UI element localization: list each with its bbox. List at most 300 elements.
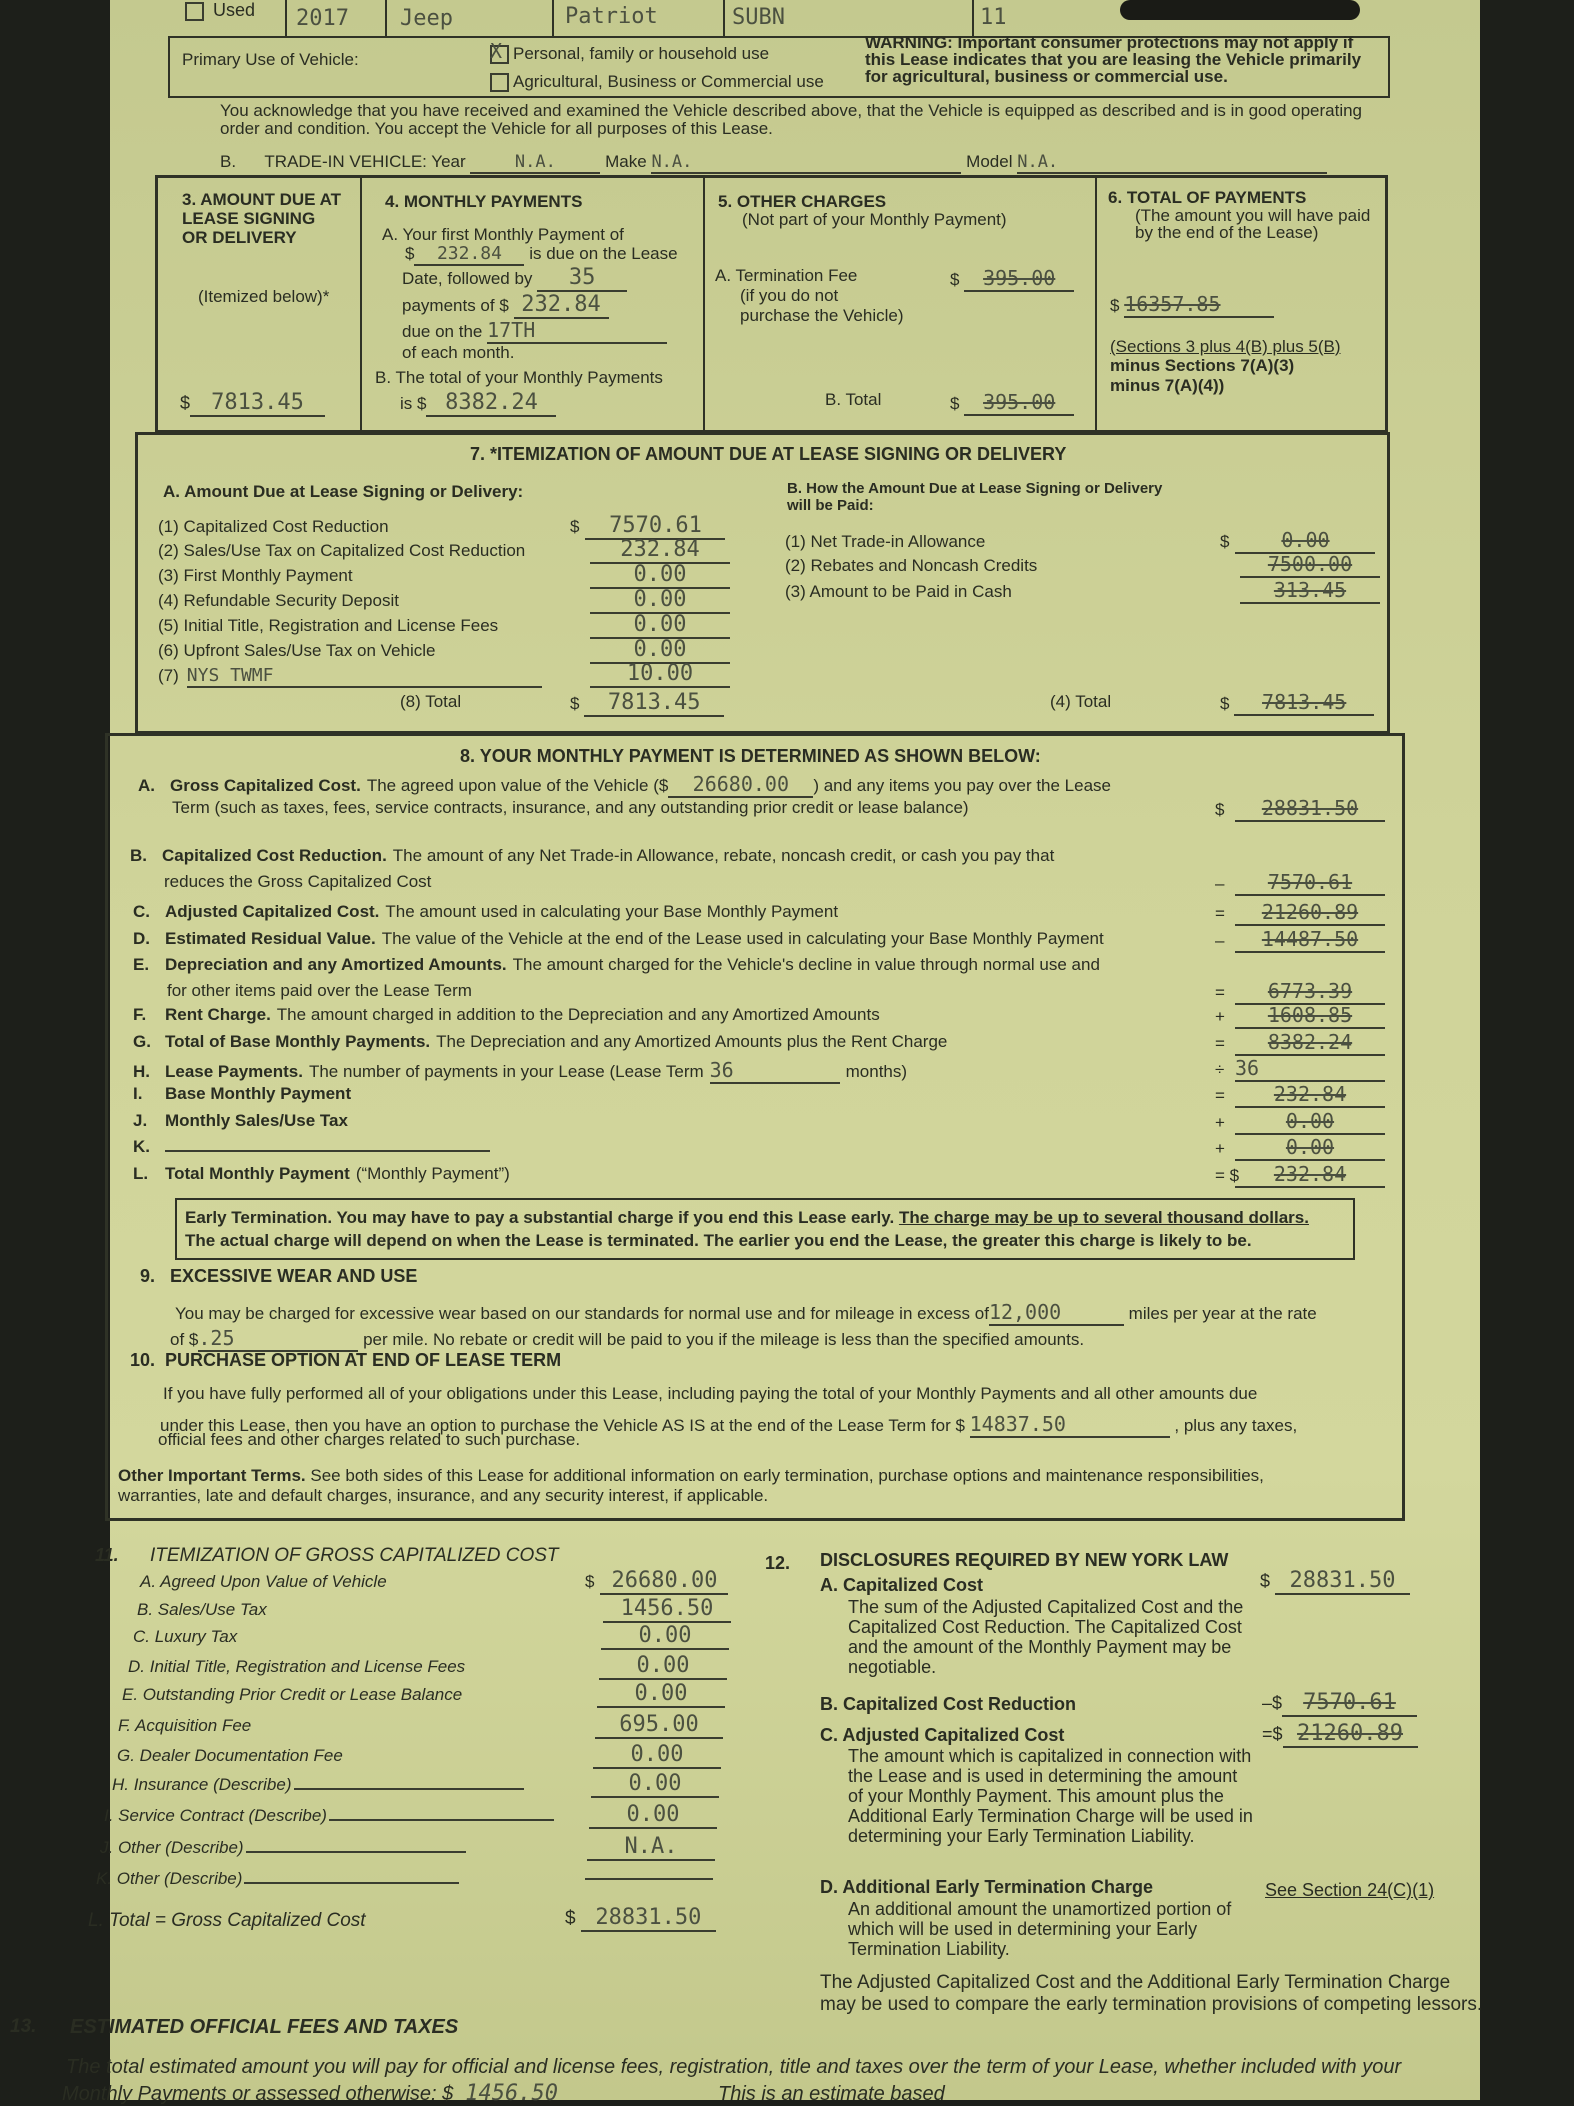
used-checkbox: [185, 2, 204, 21]
sec8-op-d: –: [1215, 931, 1225, 950]
sec5-total: 395.00: [964, 390, 1074, 416]
sec11-item-value: 0.00: [599, 1653, 727, 1680]
sec7-a-item-value: 232.84: [590, 537, 730, 564]
purchase-option-price: 14837.50: [970, 1412, 1170, 1438]
dollar-sign: $: [1220, 532, 1230, 551]
sec12-a-field: $ 28831.50: [1260, 1568, 1410, 1595]
divider: [1095, 175, 1097, 433]
sec11-item-label: A. Agreed Upon Value of Vehicle: [140, 1572, 387, 1591]
sec7-b-total-field: $ 7813.45: [1220, 690, 1374, 716]
sec11-item: [137, 1600, 267, 1620]
sec8-text-d: The value of the Vehicle at the end of the Lease used in calculating your Base Monthly Payment: [381, 929, 1104, 948]
sec11-item-label: C. Luxury Tax: [133, 1627, 238, 1646]
sec11-value-field: [575, 1712, 723, 1739]
sec8-line-b-2: [164, 872, 431, 892]
sec8-bold-e: Depreciation and any Amortized Amounts.: [165, 955, 507, 974]
sec7-a-item: [158, 517, 389, 537]
sec8-line-e: [133, 955, 1100, 975]
sec7-a-item: [158, 641, 436, 661]
sec12-a-text: The sum of the Adjusted Capitalized Cost and the Capitalized Cost Reduction. The Capitalized Cost and the amount of the Monthly Payment may be negotiable.: [848, 1597, 1244, 1677]
sec12-d-title: D. Additional Early Termination Charge: [820, 1877, 1154, 1897]
sec8-bold-a: Gross Capitalized Cost.: [170, 776, 361, 795]
sec4-a3-text: Date, followed by: [402, 269, 533, 288]
describe-blank: [329, 1819, 554, 1821]
sec11-total-label: L. Total = Gross Capitalized Cost: [88, 1910, 366, 1931]
sec5-subtitle: (Not part of your Monthly Payment): [742, 210, 1007, 229]
sec8-op-l: = $: [1215, 1166, 1240, 1185]
sec3-dollar: [180, 390, 325, 417]
sec7-b-item-label: (3) Amount to be Paid in Cash: [785, 582, 1012, 601]
sec8-text-l: (“Monthly Payment”): [355, 1164, 510, 1183]
sec9-title: EXCESSIVE WEAR AND USE: [170, 1266, 418, 1286]
sec8-text-e: The amount charged for the Vehicle's decline in value through normal use and: [512, 955, 1100, 974]
sec11-item-value: 0.00: [597, 1681, 725, 1708]
vehicle-body: SUBN: [732, 5, 785, 30]
sec11-value-field: [581, 1623, 729, 1650]
sec8-value-d: 14487.50: [1235, 927, 1385, 953]
sec11-item-value: 0.00: [601, 1623, 729, 1650]
sec4-b2-text: is $: [400, 394, 427, 413]
vehicle-other: 11: [980, 5, 1007, 30]
first-payment-amount: 232.84: [414, 243, 524, 266]
sec13-text-3: This is an estimate based: [718, 2083, 945, 2105]
sec11-item-label: E. Outstanding Prior Credit or Lease Balance: [122, 1685, 463, 1704]
sec7-b-item-label: (2) Rebates and Noncash Credits: [785, 556, 1038, 575]
early-termination-warning-2: The actual charge will depend on when the Lease is terminated. The earlier you end the Lease, the greater this charge is likely to be.: [185, 1231, 1252, 1250]
sec8-line-c: [133, 902, 838, 922]
sec8-value-field-l: [1215, 1162, 1385, 1188]
sec7-a-value-field: [570, 537, 730, 564]
sec8-line-j: [133, 1111, 354, 1131]
trade-in-year: N.A.: [470, 152, 600, 174]
business-use-checkbox[interactable]: [490, 73, 509, 92]
sec8-op-k: +: [1215, 1139, 1225, 1158]
divider: [552, 0, 554, 38]
divider: [285, 0, 287, 38]
sec8-value-a: 28831.50: [1235, 796, 1385, 822]
sec7-b-item: [785, 556, 1037, 576]
sec4-a6-text: of each month.: [402, 343, 515, 362]
sec7-a-item-value: 0.00: [590, 612, 730, 639]
sec4-title: 4. MONTHLY PAYMENTS: [385, 192, 583, 211]
dollar-sign: $: [1215, 800, 1225, 819]
sec4-line-b2: [400, 390, 556, 417]
total-of-payments: 16357.85: [1124, 292, 1274, 318]
trade-in-row: [220, 152, 1327, 174]
sec8-letter-f: F.: [133, 1005, 147, 1024]
sec3-amount: 7813.45: [190, 390, 325, 417]
sec11-item-value: N.A.: [587, 1834, 715, 1861]
sec8-op-g: =: [1215, 1034, 1225, 1053]
personal-use-label: Personal, family or household use: [513, 44, 770, 63]
sec8-text-a-2: Term (such as taxes, fees, service contracts, insurance, and any outstanding prior credit or lease balance): [172, 798, 969, 817]
sec12-b-title: B. Capitalized Cost Reduction: [820, 1694, 1077, 1714]
sec12-c-op: =$: [1262, 1724, 1283, 1744]
sec13-text-2: Monthly Payments or assessed otherwise: $: [62, 2083, 454, 2105]
sec8-value-field-k: [1215, 1135, 1385, 1161]
sec8-value-field-a: [1215, 796, 1385, 822]
describe-blank: [294, 1788, 524, 1790]
sec7-a-item: [158, 591, 399, 611]
sec11-value-field: [567, 1834, 715, 1861]
sec4-line-a5: [402, 318, 667, 344]
sec8-line-e-2: [167, 981, 472, 1001]
sec10-text-1: If you have fully performed all of your obligations under this Lease, including paying the total of your Monthly Payments and all other amounts due: [163, 1384, 1258, 1403]
sec6-amount-field: $ 16357.85: [1110, 292, 1274, 318]
sec7-b-title: B. How the Amount Due at Lease Signing or Delivery will be Paid:: [787, 480, 1163, 514]
sec8-letter-b: B.: [130, 846, 147, 865]
sec12-b-value: 7570.61: [1282, 1690, 1417, 1717]
sec13-number: 13.: [10, 2016, 37, 2037]
sec11-item: [140, 1572, 387, 1592]
sec7-b-item-label: (1) Net Trade-in Allowance: [785, 532, 986, 551]
payment-count: 35: [537, 265, 627, 292]
sec13-line-2: [62, 2081, 945, 2106]
sec7-b-item-value: 7500.00: [1240, 552, 1380, 578]
sec8-line-g: [133, 1032, 947, 1052]
sec8-text-a2: ) and any items you pay over the Lease: [813, 776, 1112, 795]
sec8-value-c: 21260.89: [1235, 900, 1385, 926]
sec4-a1-text: A. Your first Monthly Payment of: [382, 225, 624, 244]
vehicle-year: 2017: [296, 6, 349, 31]
sec8-text-b: The amount of any Net Trade-in Allowance, rebate, noncash credit, or cash you pay that: [392, 846, 1055, 865]
sec6-formula-3: minus 7(A)(4)): [1110, 376, 1225, 395]
sec7-a-value-field: [570, 587, 730, 614]
sec8-letter-a: A.: [138, 776, 155, 795]
other-terms-title: Other Important Terms.: [118, 1466, 306, 1485]
describe-blank: [244, 1882, 459, 1884]
sec12-c-title: C. Adjusted Capitalized Cost: [820, 1725, 1065, 1745]
sec6-title: 6. TOTAL OF PAYMENTS: [1108, 188, 1307, 207]
sec7-b-total: 7813.45: [1234, 690, 1374, 716]
sec10-text-2: under this Lease, then you have an option to purchase the Vehicle AS IS at the end of the Lease Term for $: [160, 1416, 965, 1435]
sec8-value-e: 6773.39: [1235, 979, 1385, 1005]
sec8-op-f: +: [1215, 1007, 1225, 1026]
sec8-line-l: [133, 1164, 510, 1184]
sec7-a-total-label: (8) Total: [400, 692, 462, 711]
sec8-value-l: 232.84: [1235, 1162, 1385, 1188]
sec8-text-h: The number of payments in your Lease (Lease Term: [308, 1062, 704, 1081]
sec8-bold-b: Capitalized Cost Reduction.: [162, 846, 387, 865]
payment-amount: 232.84: [514, 292, 609, 319]
personal-use-checkbox[interactable]: [490, 39, 509, 64]
sec8-text-b-2: reduces the Gross Capitalized Cost: [164, 872, 432, 891]
sec8-line-a: [138, 772, 1111, 798]
sec11-title: ITEMIZATION OF GROSS CAPITALIZED COST: [150, 1545, 559, 1566]
sec8-op-h: ÷: [1215, 1060, 1225, 1079]
sec12-a-title: A. Capitalized Cost: [820, 1575, 984, 1595]
lease-term: 36: [710, 1058, 840, 1084]
sec9-line-1: [175, 1300, 1317, 1326]
sec8-letter-c: C.: [133, 902, 150, 921]
sec11-value-field: [577, 1681, 725, 1708]
sec11-total-field: $ 28831.50: [565, 1905, 716, 1932]
sec12-c-text: The amount which is capitalized in connection with the Lease and is used in determining the amount of your Monthly Payment. This amount plus the Additional Early Termination Charge will be used in determining your Early Termination Liability.: [848, 1746, 1253, 1846]
sec7-a-value-field: [570, 562, 730, 589]
sec8-letter-e: E.: [133, 955, 150, 974]
personal-use-option[interactable]: [490, 39, 770, 64]
sec11-item-label: H. Insurance (Describe): [112, 1775, 292, 1794]
sec7-a-item-label: (6) Upfront Sales/Use Tax on Vehicle: [158, 641, 436, 660]
sec11-item-value: 0.00: [589, 1802, 717, 1829]
sec8-text-e-2: for other items paid over the Lease Term: [167, 981, 472, 1000]
sec4-a2-text: is due on the Lease: [529, 244, 678, 263]
sec11-item-label: D. Initial Title, Registration and License Fees: [128, 1657, 466, 1676]
sec4-a4-text: payments of $: [402, 296, 509, 315]
sec11-value-field: [571, 1771, 719, 1798]
vehicle-model: Patriot: [565, 4, 658, 29]
sec8-op-j: +: [1215, 1113, 1225, 1132]
termination-fee: 395.00: [964, 266, 1074, 292]
excess-mileage-rate: .25: [198, 1326, 358, 1352]
sec9-text-2: miles per year at the rate: [1128, 1304, 1317, 1323]
checkbox-mark: X: [490, 39, 503, 64]
business-use-option[interactable]: [490, 72, 824, 92]
sec11-item-label: I. Service Contract (Describe): [104, 1806, 327, 1825]
sec8-bold-h: Lease Payments.: [165, 1062, 303, 1081]
sec13-text: The total estimated amount you will pay for official and license fees, registration, title and taxes over the term of your Lease, whether included with your: [66, 2056, 1402, 2078]
sec9-text-4: per mile. No rebate or credit will be paid to you if the mileage is less than the specified amounts.: [363, 1330, 1085, 1349]
sec12-b-op: –$: [1262, 1693, 1283, 1713]
sec13-amount: 1456.50: [465, 2081, 559, 2106]
sec7-b-item-value: 313.45: [1240, 578, 1380, 604]
sec11-item: [128, 1657, 465, 1677]
sec11-item-value: 26680.00: [600, 1568, 728, 1595]
sec13-title: ESTIMATED OFFICIAL FEES AND TAXES: [70, 2016, 459, 2038]
sec6-formula-2: minus Sections 7(A)(3): [1110, 356, 1295, 375]
sec12-b-field: [1262, 1690, 1417, 1717]
sec8-letter-d: D.: [133, 929, 150, 948]
sec8-letter-l: L.: [133, 1164, 149, 1183]
sec7-a-item-value: 0.00: [590, 562, 730, 589]
sec5-title: 5. OTHER CHARGES: [718, 192, 887, 211]
sec4-line-a1: [382, 225, 624, 245]
sec8-line-a-2: [172, 798, 969, 818]
sec7-a-value-field: [570, 612, 730, 639]
sec9-text-3: of $: [170, 1330, 199, 1349]
sec7-a-item-label: (1) Capitalized Cost Reduction: [158, 517, 389, 536]
sec8-letter-h: H.: [133, 1062, 150, 1081]
sec4-line-a3: [402, 265, 627, 292]
sec8-value-field-g: [1215, 1030, 1385, 1056]
sec8-text-f: The amount charged in addition to the Depreciation and any Amortized Amounts: [276, 1005, 880, 1024]
sec8-op-c: =: [1215, 904, 1225, 923]
sec7-a-item-label: (3) First Monthly Payment: [158, 566, 353, 585]
sec7-a-item: [158, 616, 498, 636]
sec12-c-value: 21260.89: [1283, 1721, 1418, 1748]
sec11-item-label: G. Dealer Documentation Fee: [117, 1746, 343, 1765]
sec11-item-value: 1456.50: [603, 1596, 731, 1623]
divider: [360, 175, 362, 433]
acknowledgement-text: You acknowledge that you have received and examined the Vehicle described above, that the Vehicle is equipped as described and is in good operating order and condition. You accept the Vehicle for all purposes of this Lease.: [220, 101, 1363, 138]
sec7-a-total: 7813.45: [584, 690, 724, 717]
sec5-total-label: B. Total: [825, 390, 882, 409]
sec12-d-ref[interactable]: See Section 24(C)(1): [1265, 1880, 1435, 1900]
warning-text: Early Termination. You may have to pay a substantial charge if you end this Lease early.: [185, 1208, 895, 1227]
sec7-a-value-field: [570, 513, 725, 540]
redaction-mark: [1120, 0, 1360, 20]
sec4-a5-text: due on the: [402, 322, 483, 341]
sec8-op-b: –: [1215, 874, 1225, 893]
sec4-b1-text: B. The total of your Monthly Payments: [375, 368, 663, 387]
sec7-a-item-label: (4) Refundable Security Deposit: [158, 591, 399, 610]
sec6-formula-1: (Sections 3 plus 4(B) plus 5(B): [1110, 337, 1341, 356]
sec8-value-field-j: [1215, 1109, 1385, 1135]
sec8-value-f: 1608.85: [1235, 1003, 1385, 1029]
sec12-d-text: An additional amount the unamortized portion of which will be used in determining your Early Termination Liability.: [848, 1899, 1232, 1959]
sec8-value-h: 36: [1235, 1056, 1385, 1082]
sec11-item: [118, 1716, 251, 1736]
sec7-a-title: A. Amount Due at Lease Signing or Delivery:: [163, 482, 524, 501]
divider: [385, 0, 387, 38]
sec7-title: 7. *ITEMIZATION OF AMOUNT DUE AT LEASE SIGNING OR DELIVERY: [470, 444, 1067, 464]
sec7-a-item-label: (5) Initial Title, Registration and License Fees: [158, 616, 499, 635]
sec7-b-value-field: [1220, 578, 1380, 604]
sec8-op-e: =: [1215, 983, 1225, 1002]
trade-in-model: N.A.: [1017, 152, 1327, 174]
sec7-b-item: [785, 532, 985, 552]
sec10-title: PURCHASE OPTION AT END OF LEASE TERM: [165, 1350, 562, 1370]
sec8-k-blank: [165, 1150, 490, 1152]
trade-in-letter: B.: [220, 152, 237, 171]
sec8-text-g: The Depreciation and any Amortized Amounts plus the Rent Charge: [436, 1032, 948, 1051]
sec8-bold-f: Rent Charge.: [165, 1005, 271, 1024]
sec7-b-value-field: [1220, 528, 1375, 554]
sec8-letter-j: J.: [133, 1111, 148, 1130]
sec8-line-k: [133, 1137, 490, 1157]
sec7-a-item: [158, 665, 542, 688]
sec12-footer: The Adjusted Capitalized Cost and the Additional Early Termination Charge may be used to compare the early termination provisions of competing lessors.: [820, 1972, 1483, 2015]
sec8-line-f: [133, 1005, 880, 1025]
sec7-a-value-field: [570, 637, 730, 664]
business-use-warning: WARNING: Important consumer protections may not apply if this Lease indicates that you are leasing the Vehicle primarily for agricultural, business or commercial use.: [865, 33, 1362, 86]
primary-use-label: Primary Use of Vehicle:: [182, 50, 359, 69]
sec8-letter-i: I.: [133, 1084, 143, 1103]
vehicle-make: Jeep: [400, 6, 453, 31]
sec8-text-h2: months): [845, 1062, 908, 1081]
sec10-text-3: , plus any taxes,: [1174, 1416, 1298, 1435]
used-label: Used: [213, 0, 256, 20]
sec12-a-value: 28831.50: [1275, 1568, 1410, 1595]
business-use-label: Agricultural, Business or Commercial use: [513, 72, 824, 91]
sec8-vehicle-value: 26680.00: [668, 772, 813, 798]
sec8-bold-i: Base Monthly Payment: [165, 1084, 352, 1103]
sec8-letter-g: G.: [133, 1032, 151, 1051]
sec11-value-field: [585, 1568, 728, 1595]
mileage-allowance: 12,000: [989, 1300, 1124, 1326]
sec7-a-item-value: 10.00: [590, 661, 730, 688]
sec11-item-label: J. Other (Describe): [100, 1838, 244, 1857]
sec8-value-field-f: [1215, 1003, 1385, 1029]
sec7-a-total-field: $ 7813.45: [570, 690, 724, 717]
sec12-number: 12.: [765, 1553, 791, 1573]
termination-fee-note2: purchase the Vehicle): [740, 306, 904, 325]
sec11-value-field: [573, 1742, 721, 1769]
sec7-b-total-label: (4) Total: [1050, 692, 1112, 711]
sec9-line-2: [170, 1326, 1084, 1352]
sec4-line-a2: $ 232.84 is due on the Lease: [405, 243, 678, 264]
sec8-bold-g: Total of Base Monthly Payments.: [165, 1032, 431, 1051]
sec7-a-item-label: (2) Sales/Use Tax on Capitalized Cost Reduction: [158, 541, 526, 560]
sec11-item-value: 0.00: [593, 1742, 721, 1769]
sec11-item-value: 695.00: [595, 1712, 723, 1739]
sec3-title: 3. AMOUNT DUE AT LEASE SIGNING OR DELIVERY: [182, 190, 341, 247]
sec8-value-field-e: [1215, 979, 1385, 1005]
sec8-text-a: The agreed upon value of the Vehicle ($: [366, 776, 669, 795]
sec8-value-field-d: [1215, 927, 1385, 953]
sec11-item: [117, 1746, 343, 1766]
sec11-value-field: [565, 1865, 713, 1885]
sec9-heading: [140, 1266, 417, 1287]
sec9-number: 9.: [140, 1266, 156, 1286]
sec7-a-item: [158, 566, 353, 586]
sec8-bold-l: Total Monthly Payment: [165, 1164, 350, 1183]
sec8-value-i: 232.84: [1235, 1082, 1385, 1108]
sec11-value-field: [579, 1653, 727, 1680]
termination-fee-field: $ 395.00: [950, 266, 1074, 292]
total-monthly-payments: 8382.24: [426, 390, 556, 417]
sec11-item-label: B. Sales/Use Tax: [137, 1600, 267, 1619]
sec8-text-c: The amount used in calculating your Base Monthly Payment: [385, 902, 839, 921]
sec8-op-i: =: [1215, 1086, 1225, 1105]
other-terms-line-2: warranties, late and default charges, insurance, and any security interest, if applicable.: [118, 1486, 769, 1505]
other-terms-line-1: [118, 1466, 1264, 1486]
sec11-item: [104, 1806, 554, 1826]
dollar-sign: $: [180, 393, 191, 413]
sec11-item: [96, 1869, 459, 1889]
sec5-total-field: $ 395.00: [950, 390, 1074, 416]
sec4-line-a4: [402, 292, 609, 319]
early-termination-warning-1: [185, 1208, 1309, 1228]
trade-in-model-label: Model: [966, 152, 1013, 171]
sec8-value-field-h: [1215, 1056, 1385, 1082]
gross-capitalized-cost: 28831.50: [581, 1905, 716, 1932]
sec12-c-field: [1262, 1721, 1418, 1748]
sec11-item: [122, 1685, 462, 1705]
sec8-line-b: [130, 846, 1054, 866]
sec12-title: DISCLOSURES REQUIRED BY NEW YORK LAW: [820, 1550, 1229, 1570]
sec8-bold-d: Estimated Residual Value.: [165, 929, 376, 948]
sec7-b-value-field: [1220, 552, 1380, 578]
sec8-letter-k: K.: [133, 1137, 150, 1156]
termination-fee-note1: (if you do not: [740, 286, 839, 305]
sec8-value-field-i: [1215, 1082, 1385, 1108]
sec9-text-1: You may be charged for excessive wear based on our standards for normal use and for mileage in excess of: [175, 1304, 989, 1323]
sec7-b-item: [785, 582, 1012, 602]
sec7-b-item-value: 0.00: [1235, 528, 1375, 554]
sec8-line-i: [133, 1084, 357, 1104]
sec7-a-item-value: 0.00: [590, 587, 730, 614]
sec7-a-item-value: 0.00: [590, 637, 730, 664]
sec8-value-b: 7570.61: [1235, 870, 1385, 896]
sec8-value-k: 0.00: [1235, 1135, 1385, 1161]
sec11-value-field: [583, 1596, 731, 1623]
sec11-number: 11.: [95, 1545, 119, 1565]
sec8-value-field-c: [1215, 900, 1385, 926]
sec11-item-label: F. Acquisition Fee: [118, 1716, 252, 1735]
sec8-value-field-b: [1215, 870, 1385, 896]
sec3-itemized: (Itemized below)*: [198, 287, 330, 306]
sec11-value-field: [569, 1802, 717, 1829]
other-terms-text: See both sides of this Lease for additional information on early termination, purchase options and maintenance responsibilities,: [310, 1466, 1264, 1485]
trade-in-make: N.A.: [651, 152, 961, 174]
dollar-sign: $: [585, 1572, 595, 1591]
due-day: 17TH: [487, 318, 667, 344]
sec11-item-value: 0.00: [591, 1771, 719, 1798]
sec11-item: [100, 1838, 466, 1858]
sec11-item: [133, 1627, 237, 1647]
trade-in-year-label: TRADE-IN VEHICLE: Year: [264, 152, 466, 171]
